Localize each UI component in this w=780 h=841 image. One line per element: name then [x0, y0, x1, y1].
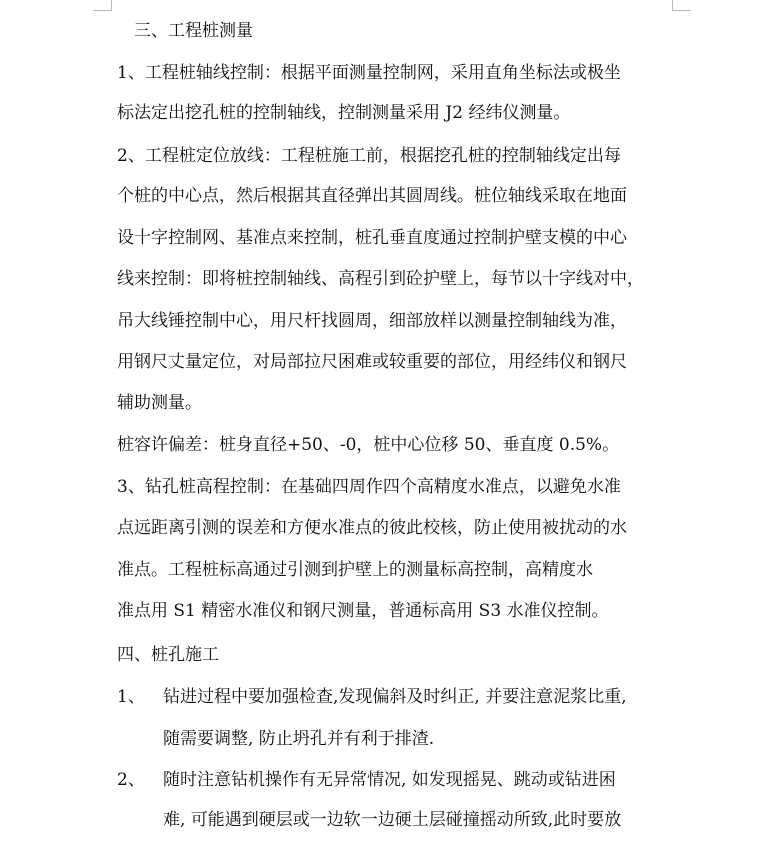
paragraph-line: 用钢尺丈量定位，对局部拉尺困难或较重要的部位，用经纬仪和钢尺: [117, 352, 627, 372]
paragraph-line: 2、工程桩定位放线：工程桩施工前，根据挖孔桩的控制轴线定出每: [117, 146, 621, 166]
paragraph-line: 1、工程桩轴线控制：根据平面测量控制网，采用直角坐标法或极坐: [117, 63, 621, 83]
paragraph-line: 设十字控制网、基准点来控制，桩孔垂直度通过控制护壁支模的中心: [117, 228, 627, 248]
page-margin-corner-left: [93, 0, 112, 11]
paragraph-line: 标法定出挖孔桩的控制轴线，控制测量采用 J2 经纬仪测量。: [117, 103, 571, 123]
paragraph-line: 准点用 S1 精密水准仪和钢尺测量，普通标高用 S3 水准仪控制。: [117, 601, 609, 621]
list-item-number: 1、: [117, 687, 145, 707]
list-item-line: 钻进过程中要加强检查,发现偏斜及时纠正, 并要注意泥浆比重,: [163, 687, 627, 707]
list-item-line: 随需要调整, 防止坍孔并有利于排渣.: [163, 729, 435, 749]
paragraph-line: 3、钻孔桩高程控制：在基础四周作四个高精度水准点，以避免水准: [117, 477, 621, 497]
paragraph-line: 准点。工程桩标高通过引测到护壁上的测量标高控制，高精度水: [117, 560, 593, 580]
section-heading-3: 三、工程桩测量: [134, 21, 253, 41]
section-heading-4: 四、桩孔施工: [117, 645, 219, 665]
paragraph-line: 点远距离引测的误差和方便水准点的彼此校核，防止使用被扰动的水: [117, 518, 627, 538]
list-item-line: 难, 可能遇到硬层或一边软一边硬土层碰撞摇动所致,此时要放: [163, 810, 622, 830]
paragraph-line: 个桩的中心点，然后根据其直径弹出其圆周线。桩位轴线采取在地面: [117, 186, 627, 206]
paragraph-line: 线来控制：即将桩控制轴线、高程引到砼护壁上，每节以十字线对中，: [117, 269, 644, 289]
tolerance-line: 桩容许偏差：桩身直径+50、-0，桩中心位移 50、垂直度 0.5%。: [117, 435, 620, 455]
page-margin-corner-right: [672, 0, 691, 11]
paragraph-line: 吊大线锤控制中心，用尺杆找圆周，细部放样以测量控制轴线为准，: [117, 311, 627, 331]
list-item-number: 2、: [117, 770, 145, 790]
list-item-line: 随时注意钻机操作有无异常情况, 如发现摇晃、跳动或钻进困: [163, 770, 616, 790]
paragraph-line: 辅助测量。: [117, 393, 202, 413]
